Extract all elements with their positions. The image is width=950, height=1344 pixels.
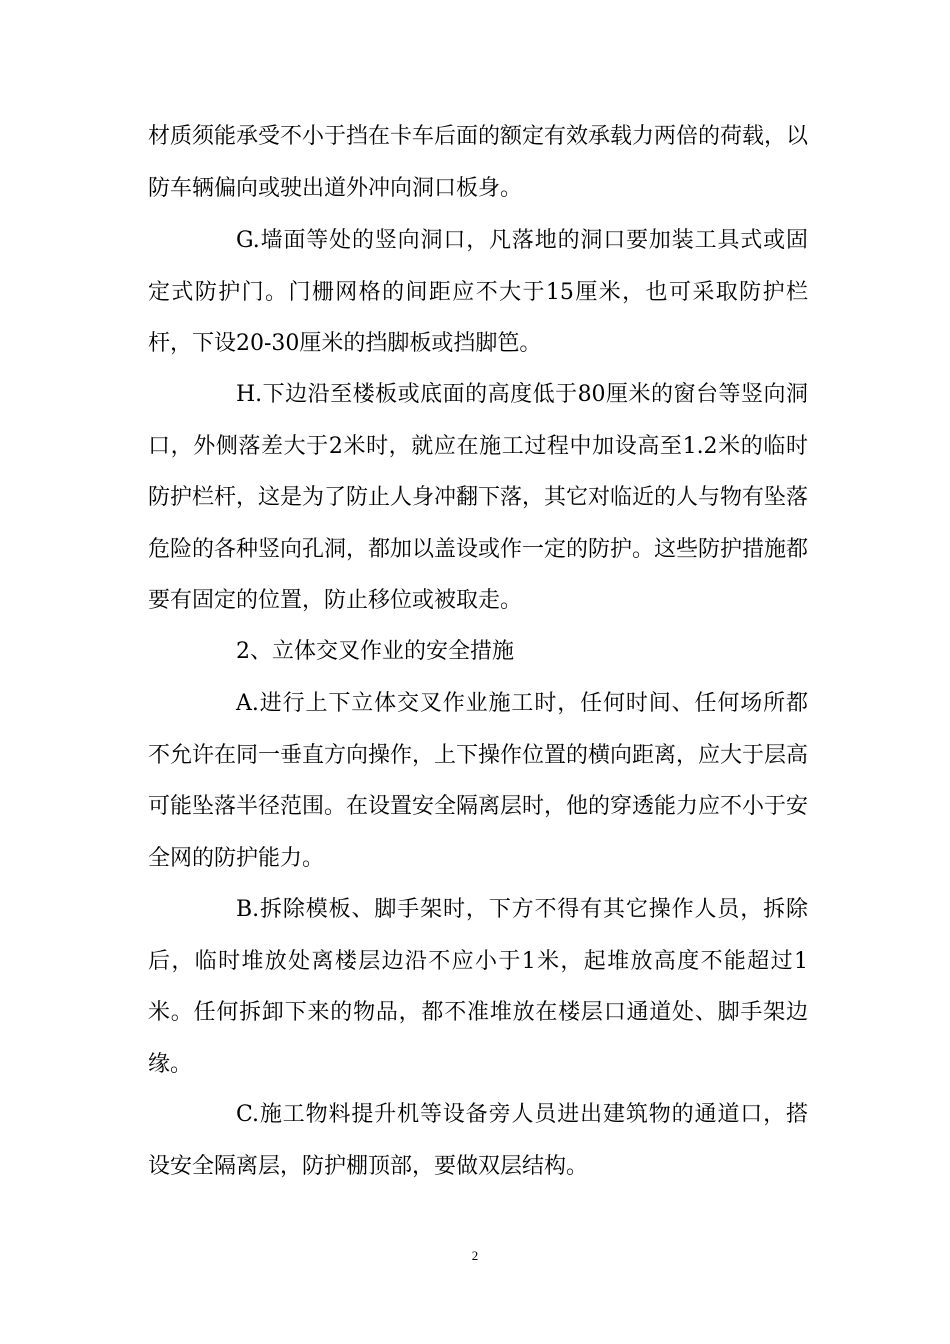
paragraph-b: B.拆除模板、脚手架时，下方不得有其它操作人员，拆除后，临时堆放处离楼层边沿不应小于1米，起堆放高度不能超过1米。任何拆卸下来的物品，都不准堆放在楼层口通道处、脚手架边缘。 <box>148 897 808 1077</box>
paragraph-c: C.施工物料提升机等设备旁人员进出建筑物的通道口，搭设安全隔离层，防护棚顶部，要做双层结构。 <box>148 1102 808 1179</box>
paragraph-continuation: 材质须能承受不小于挡在卡车后面的额定有效承载力两倍的荷载，以防车辆偏向或驶出道外冲向洞口板身。 <box>148 124 809 201</box>
section-heading: 2、立体交叉作业的安全措施 <box>236 639 514 664</box>
paragraph-g: G.墙面等处的竖向洞口，凡落地的洞口要加装工具式或固定式防护门。门栅网格的间距应不大于15厘米，也可采取防护栏杆，下设20-30厘米的挡脚板或挡脚笆。 <box>148 228 808 356</box>
paragraph-h: H.下边沿至楼板或底面的高度低于80厘米的窗台等竖向洞口，外侧落差大于2米时，就应在施工过程中加设高至1.2米的临时防护栏杆，这是为了防止人身冲翻下落，其它对临近的人与物有坠落危险的各种竖向孔洞，都加以盖设或作一定的防护。这些防护措施都要有固定的位置，防止移位或被取走。 <box>148 382 809 613</box>
page-number: 2 <box>471 1248 479 1263</box>
paragraph-a: A.进行上下立体交叉作业施工时，任何时间、任何场所都不允许在同一垂直方向操作，上下操作位置的横向距离，应大于层高可能坠落半径范围。在设置安全隔离层时，他的穿透能力应不小于安全网的防护能力。 <box>148 691 809 871</box>
